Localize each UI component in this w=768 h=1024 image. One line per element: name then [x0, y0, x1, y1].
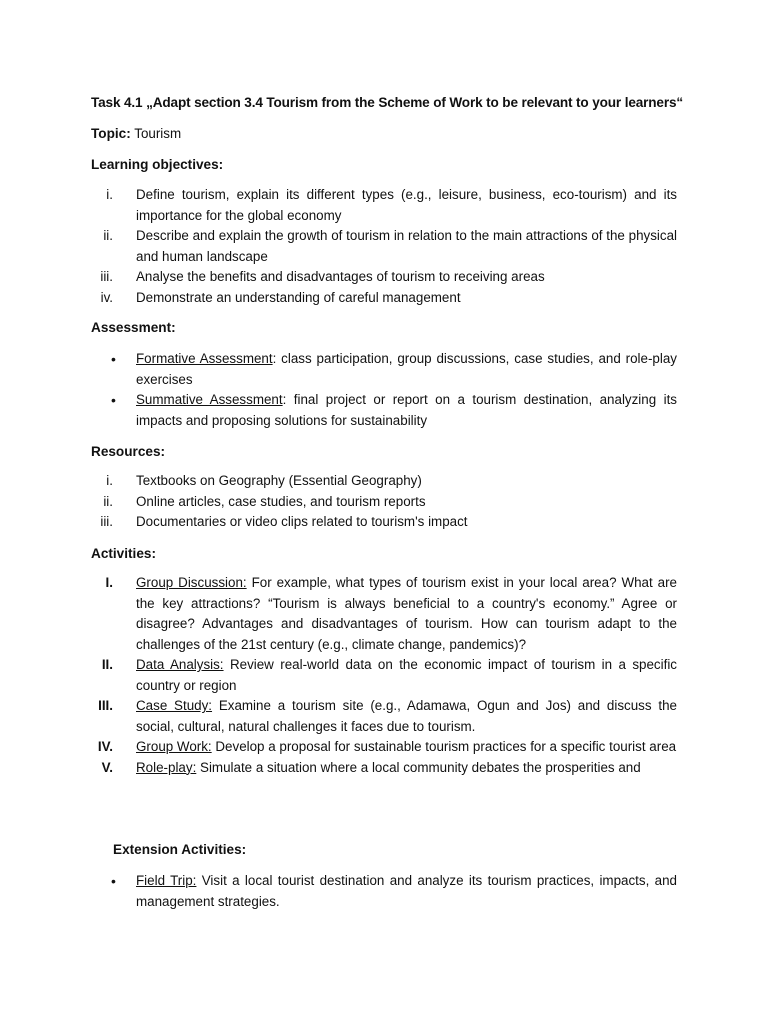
- list-item-text: Demonstrate an understanding of careful management: [136, 289, 461, 305]
- activities-list: [91, 573, 677, 778]
- list-marker: iii.: [100, 269, 113, 284]
- list-marker: V.: [101, 759, 113, 775]
- topic-value: Tourism: [130, 126, 182, 141]
- list-item-label: Role-play:: [136, 759, 197, 775]
- list-item: [91, 288, 677, 309]
- list-item-label: Formative Assessment: [136, 351, 273, 366]
- list-item-text: Visit a local tourist destination and analyze its tourism practices, impacts, and management strategies.: [136, 873, 677, 909]
- list-item-text: Documentaries or video clips related to tourism's impact: [136, 514, 468, 529]
- list-item-text: : class participation, group discussions, case studies, and role-play exercises: [136, 351, 678, 387]
- bullet-marker: •: [111, 392, 116, 408]
- list-item: [91, 655, 677, 696]
- list-marker: IV.: [97, 739, 113, 754]
- list-marker: i.: [106, 187, 113, 202]
- activities-heading: Activities:: [91, 546, 156, 561]
- resources-list: [91, 471, 677, 533]
- list-item-label: Data Analysis:: [136, 657, 224, 672]
- assessment-heading: Assessment:: [91, 320, 176, 335]
- list-item: [91, 871, 677, 912]
- extension-activities-heading: Extension Activities:: [113, 842, 247, 857]
- list-item-text: Simulate a situation where a local community debates the prosperities and: [196, 759, 641, 775]
- list-item-label: Group Work:: [136, 739, 212, 754]
- resources-heading: Resources:: [91, 444, 166, 459]
- list-item-label: Field Trip:: [136, 873, 197, 888]
- list-item: [91, 390, 677, 431]
- list-item-text: Textbooks on Geography (Essential Geography): [136, 473, 422, 488]
- topic-label: Topic:: [91, 126, 131, 141]
- assessment-list: [91, 349, 677, 431]
- list-item-text: Define tourism, explain its different types (e.g., leisure, business, eco-tourism) and its importance for the global economy: [136, 187, 677, 223]
- list-marker: iv.: [100, 289, 113, 305]
- page-title: Task 4.1 „Adapt section 3.4 Tourism from the Scheme of Work to be relevant to your learners“: [91, 95, 684, 110]
- extension-activities-list: [91, 871, 677, 912]
- list-marker: ii.: [103, 228, 113, 243]
- list-item: [91, 349, 677, 390]
- bullet-marker: •: [111, 351, 116, 367]
- list-item-text: Develop a proposal for sustainable tourism practices for a specific tourist area: [211, 739, 677, 754]
- list-item: [91, 267, 677, 288]
- list-item-text: Analyse the benefits and disadvantages of tourism to receiving areas: [136, 269, 545, 284]
- bullet-marker: •: [111, 873, 116, 889]
- list-marker: II.: [101, 657, 113, 672]
- list-marker: III.: [98, 698, 113, 713]
- learning-objectives-list: [91, 185, 677, 308]
- list-item: [91, 471, 677, 492]
- list-item-text: : final project or report on a tourism destination, analyzing its impacts and proposing solutions for sustainability: [136, 392, 678, 428]
- list-item-label: Group Discussion:: [136, 575, 247, 590]
- list-item: [91, 737, 677, 758]
- list-marker: i.: [106, 473, 113, 488]
- list-item-text: Examine a tourism site (e.g., Adamawa, Ogun and Jos) and discuss the social, cultural, natural challenges it faces due to tourism.: [136, 698, 677, 734]
- list-item-text: Review real-world data on the economic impact of tourism in a specific country or region: [136, 657, 677, 693]
- list-item: [91, 758, 677, 779]
- list-item-text: Online articles, case studies, and tourism reports: [136, 493, 426, 509]
- topic-line: [91, 124, 677, 145]
- list-item: [91, 696, 677, 737]
- learning-objectives-heading: Learning objectives:: [91, 157, 224, 172]
- list-item: [91, 512, 677, 533]
- list-marker: I.: [105, 575, 113, 590]
- list-item: [91, 185, 677, 226]
- list-item: [91, 492, 677, 513]
- list-marker: iii.: [100, 514, 113, 529]
- list-item-label: Summative Assessment: [136, 392, 283, 407]
- list-item-text: For example, what types of tourism exist in your local area? What are the key attractions? “Tourism is always beneficial to a country's economy.” Agree or disagree? Advantages and disadvantages of tourism. How can tourism adapt to the challenges of the 21st century (e.g., climate change, pandemics)?: [136, 575, 677, 652]
- list-item-label: Case Study:: [136, 698, 213, 713]
- list-item-text: Describe and explain the growth of tourism in relation to the main attractions of the physical and human landscape: [136, 228, 677, 264]
- list-marker: ii.: [103, 493, 113, 509]
- list-item: [91, 226, 677, 267]
- list-item: [91, 573, 677, 655]
